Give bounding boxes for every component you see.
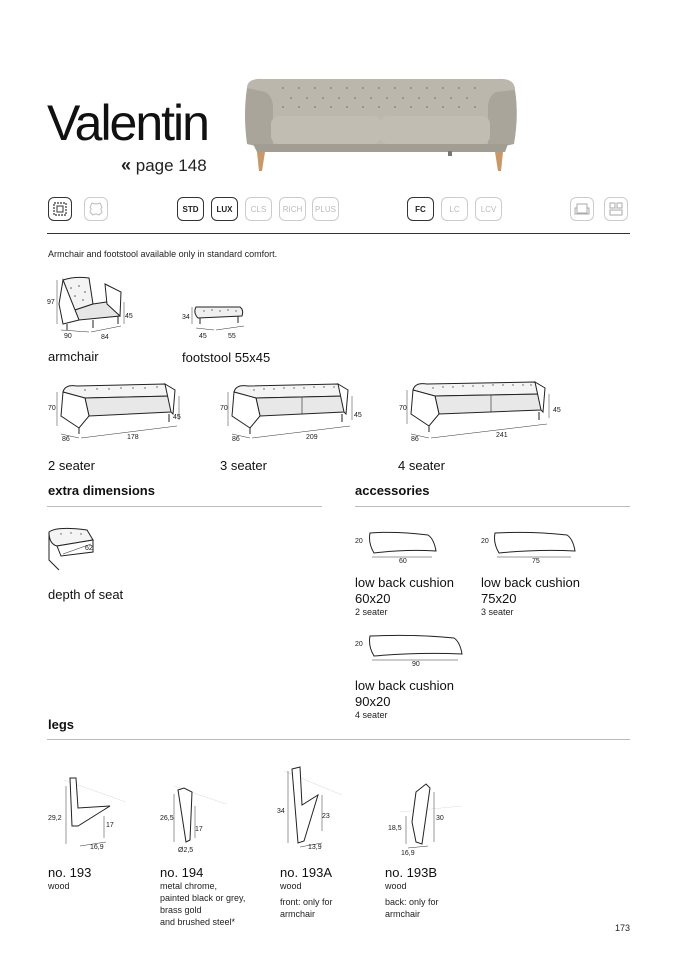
page-reference[interactable]	[121, 155, 207, 176]
leg-194-desc-2: brass gold	[160, 905, 202, 915]
leg-193a-dim-height: 34	[277, 808, 285, 815]
badge-fc: FC	[407, 197, 434, 221]
three-seater-height-dim: 70	[220, 405, 228, 412]
three-seater-depth-dim: 86	[232, 436, 240, 443]
armchair-outline-icon	[570, 197, 594, 221]
leg-193a-desc-3: armchair	[280, 909, 316, 919]
badge-std: STD	[177, 197, 204, 221]
three-seater-seat-height-dim: 45	[354, 412, 362, 419]
four-seater-drawing	[405, 380, 555, 444]
footstool-label: footstool 55x45	[182, 350, 271, 365]
page-number: 173	[614, 923, 630, 933]
three-seater-drawing	[226, 382, 358, 444]
cushion-75-sub: 3 seater	[481, 607, 514, 617]
leg-193-name: no. 193	[48, 865, 92, 880]
four-seater-height-dim: 70	[399, 405, 407, 412]
page-ref-text: page 148	[135, 156, 207, 175]
leg-194-desc-1: painted black or grey,	[160, 893, 246, 903]
modular-layout-icon	[604, 197, 628, 221]
footstool-width-dim: 55	[228, 333, 236, 340]
leg-194-desc-0: metal chrome,	[160, 881, 218, 891]
cushion-75-width-dim: 75	[532, 558, 540, 565]
badge-lcv: LCV	[475, 197, 502, 221]
cushion-90-drawing	[366, 632, 464, 662]
leg-193a-dim-width: 13,9	[308, 844, 322, 851]
leg-193b-dim-height: 18,5	[388, 825, 402, 832]
leg-193b-dim-width: 16,9	[401, 850, 415, 857]
extra-dimensions-divider	[47, 506, 322, 507]
page-ref-arrows: «	[121, 155, 132, 175]
four-seater-seat-height-dim: 45	[553, 407, 561, 414]
two-seater-width-dim: 178	[127, 434, 139, 441]
cushion-60-line1: low back cushion	[355, 575, 454, 590]
three-seater-width-dim: 209	[306, 434, 318, 441]
legs-heading: legs	[48, 717, 75, 732]
cushion-90-sub: 4 seater	[355, 710, 388, 720]
leg-193a-dim-seat: 23	[322, 813, 330, 820]
seat-depth-label: depth of seat	[48, 587, 124, 602]
two-seater-seat-height-dim: 45	[173, 414, 181, 421]
leg-194-name: no. 194	[160, 865, 204, 880]
leg-193a-desc-2: front: only for	[280, 897, 333, 907]
four-seater-depth-dim: 86	[411, 436, 419, 443]
two-seater-label: 2 seater	[48, 458, 95, 473]
armchair-width-dim: 84	[101, 334, 109, 341]
cushion-90-line1: low back cushion	[355, 678, 454, 693]
leg-193-desc-0: wood	[48, 881, 70, 891]
footstool-drawing	[190, 304, 250, 334]
footstool-height-dim: 34	[182, 314, 190, 321]
legs-divider	[47, 739, 630, 740]
cushion-75-drawing	[491, 529, 577, 559]
seat-depth-value: 62	[85, 545, 93, 552]
footstool-depth-dim: 45	[199, 333, 207, 340]
three-seater-label: 3 seater	[220, 458, 267, 473]
cushion-60-sub: 2 seater	[355, 607, 388, 617]
two-seater-height-dim: 70	[48, 405, 56, 412]
armchair-drawing	[45, 274, 140, 344]
leg-193-dim-seat: 17	[106, 822, 114, 829]
page-title: Valentin	[47, 95, 208, 151]
badge-plus: PLUS	[312, 197, 339, 221]
badge-lc: LC	[441, 197, 468, 221]
cushion-75-height-dim: 20	[481, 538, 489, 545]
fabric-swatch-icon	[48, 197, 72, 221]
cushion-60-line2: 60x20	[355, 591, 391, 606]
four-seater-label: 4 seater	[398, 458, 445, 473]
sofa-photo	[243, 74, 518, 172]
badge-cls: CLS	[245, 197, 272, 221]
cushion-60-width-dim: 60	[399, 558, 407, 565]
leg-193-drawing	[60, 776, 130, 851]
extra-dimensions-heading: extra dimensions	[48, 483, 155, 498]
two-seater-drawing	[55, 382, 185, 444]
comfort-note: Armchair and footstool available only in standard comfort.	[48, 249, 278, 259]
badge-rich: RICH	[279, 197, 306, 221]
leg-193b-drawing	[398, 782, 464, 850]
leg-193b-desc-0: wood	[385, 881, 407, 891]
header-divider	[47, 233, 630, 234]
leg-193a-drawing	[282, 765, 344, 850]
cushion-90-line2: 90x20	[355, 694, 391, 709]
accessories-heading: accessories	[355, 483, 430, 498]
armchair-depth-dim: 90	[64, 333, 72, 340]
leg-194-dim-seat: 17	[195, 826, 203, 833]
armchair-height-dim: 97	[47, 299, 55, 306]
armchair-label: armchair	[48, 349, 99, 364]
leg-194-dim-height: 26,5	[160, 815, 174, 822]
cushion-60-drawing	[366, 529, 438, 559]
leg-193-dim-width: 16,9	[90, 844, 104, 851]
leg-193b-desc-2: back: only for	[385, 897, 439, 907]
cushion-75-line1: low back cushion	[481, 575, 580, 590]
leg-193a-name: no. 193A	[280, 865, 333, 880]
leg-194-drawing	[170, 782, 230, 852]
leather-hide-icon	[84, 197, 108, 221]
leg-193a-desc-0: wood	[280, 881, 302, 891]
leg-193b-dim-top: 30	[436, 815, 444, 822]
leg-194-dim-diameter: Ø2,5	[178, 847, 194, 854]
cushion-60-height-dim: 20	[355, 538, 363, 545]
cushion-90-height-dim: 20	[355, 641, 363, 648]
armchair-seat-height-dim: 45	[125, 313, 133, 320]
cushion-75-line2: 75x20	[481, 591, 517, 606]
cushion-90-width-dim: 90	[412, 661, 420, 668]
leg-194-desc-3: and brushed steel*	[160, 917, 236, 927]
leg-193b-desc-3: armchair	[385, 909, 421, 919]
accessories-divider	[355, 506, 630, 507]
two-seater-depth-dim: 86	[62, 436, 70, 443]
badge-lux: LUX	[211, 197, 238, 221]
leg-193-dim-height: 29,2	[48, 815, 62, 822]
four-seater-width-dim: 241	[496, 432, 508, 439]
leg-193b-name: no. 193B	[385, 865, 438, 880]
